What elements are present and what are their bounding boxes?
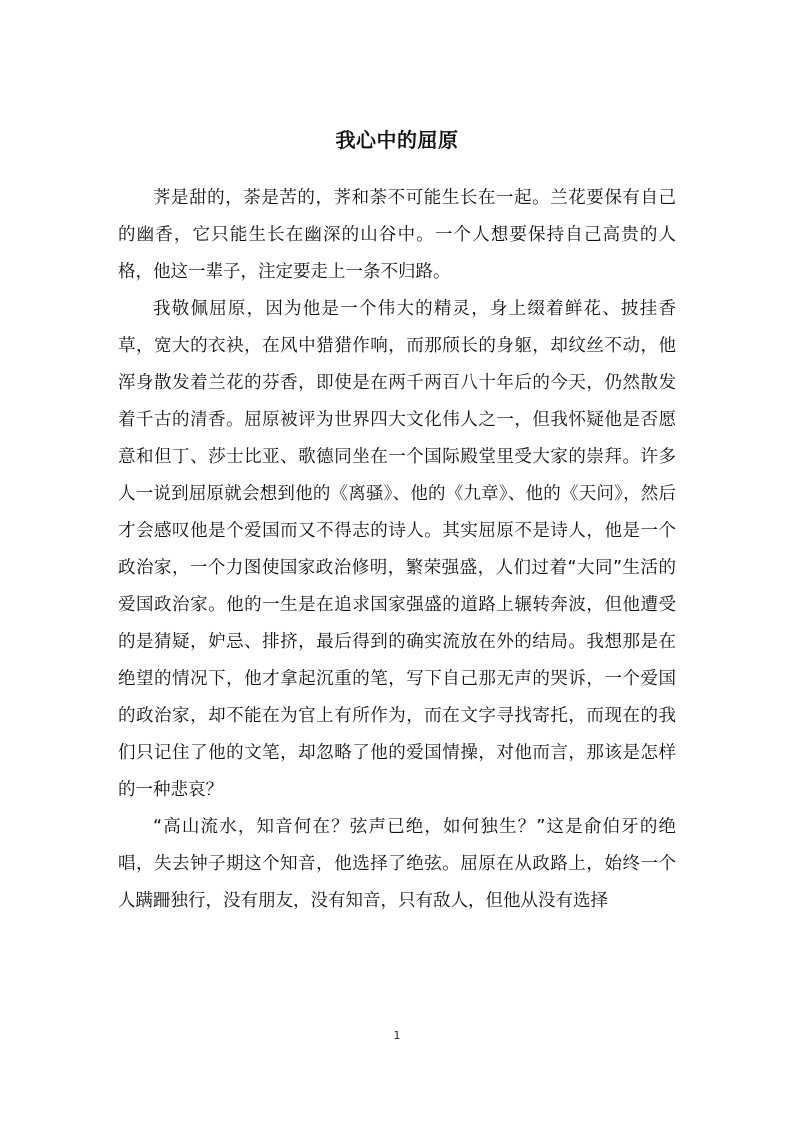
document-body <box>118 180 676 920</box>
page-title: 我心中的屈原 <box>335 128 459 152</box>
page-number: 1 <box>393 1029 401 1042</box>
paragraph-1: 荠是甜的，荼是苦的，荠和荼不可能生长在一起。兰花要保有自己的幽香，它只能生长在幽深的山谷中。一个人想要保持自己高贵的人格，他这一辈子，注定要走上一条不归路。 <box>118 188 676 282</box>
paragraph-3: “高山流水，知音何在？弦声已绝，如何独生？”这是俞伯牙的绝唱，失去钟子期这个知音，他选择了绝弦。屈原在从政路上，始终一个人蹒跚独行，没有朋友，没有知音，只有敌人，但他从没有选择 <box>118 817 676 911</box>
paragraph-2: 我敬佩屈原，因为他是一个伟大的精灵，身上缀着鲜花、披挂香草，宽大的衣袂，在风中猎猎作响，而那颀长的身躯，却纹丝不动，他浑身散发着兰花的芬香，即使是在两千两百八十年后的今天，仍然散发着千古的清香。屈原被评为世界四大文化伟人之一，但我怀疑他是否愿意和但丁、莎士比亚、歌德同坐在一个国际殿堂里受大家的崇拜。许多人一说到屈原就会想到他的《离骚》、他的《九章》、他的《天问》，然后才会感叹他是个爱国而又不得志的诗人。其实屈原不是诗人，他是一个政治家，一个力图使国家政治修明，繁荣强盛，人们过着“大同”生活的爱国政治家。他的一生是在追求国家强盛的道路上辗转奔波，但他遭受的是猜疑，妒忌、排挤，最后得到的确实流放在外的结局。我想那是在绝望的情况下，他才拿起沉重的笔，写下自己那无声的哭诉，一个爱国的政治家，却不能在为官上有所作为，而在文字寻找寄托，而现在的我们只记住了他的文笔，却忽略了他的爱国情操，对他而言，那该是怎样的一种悲哀？ <box>118 299 676 800</box>
